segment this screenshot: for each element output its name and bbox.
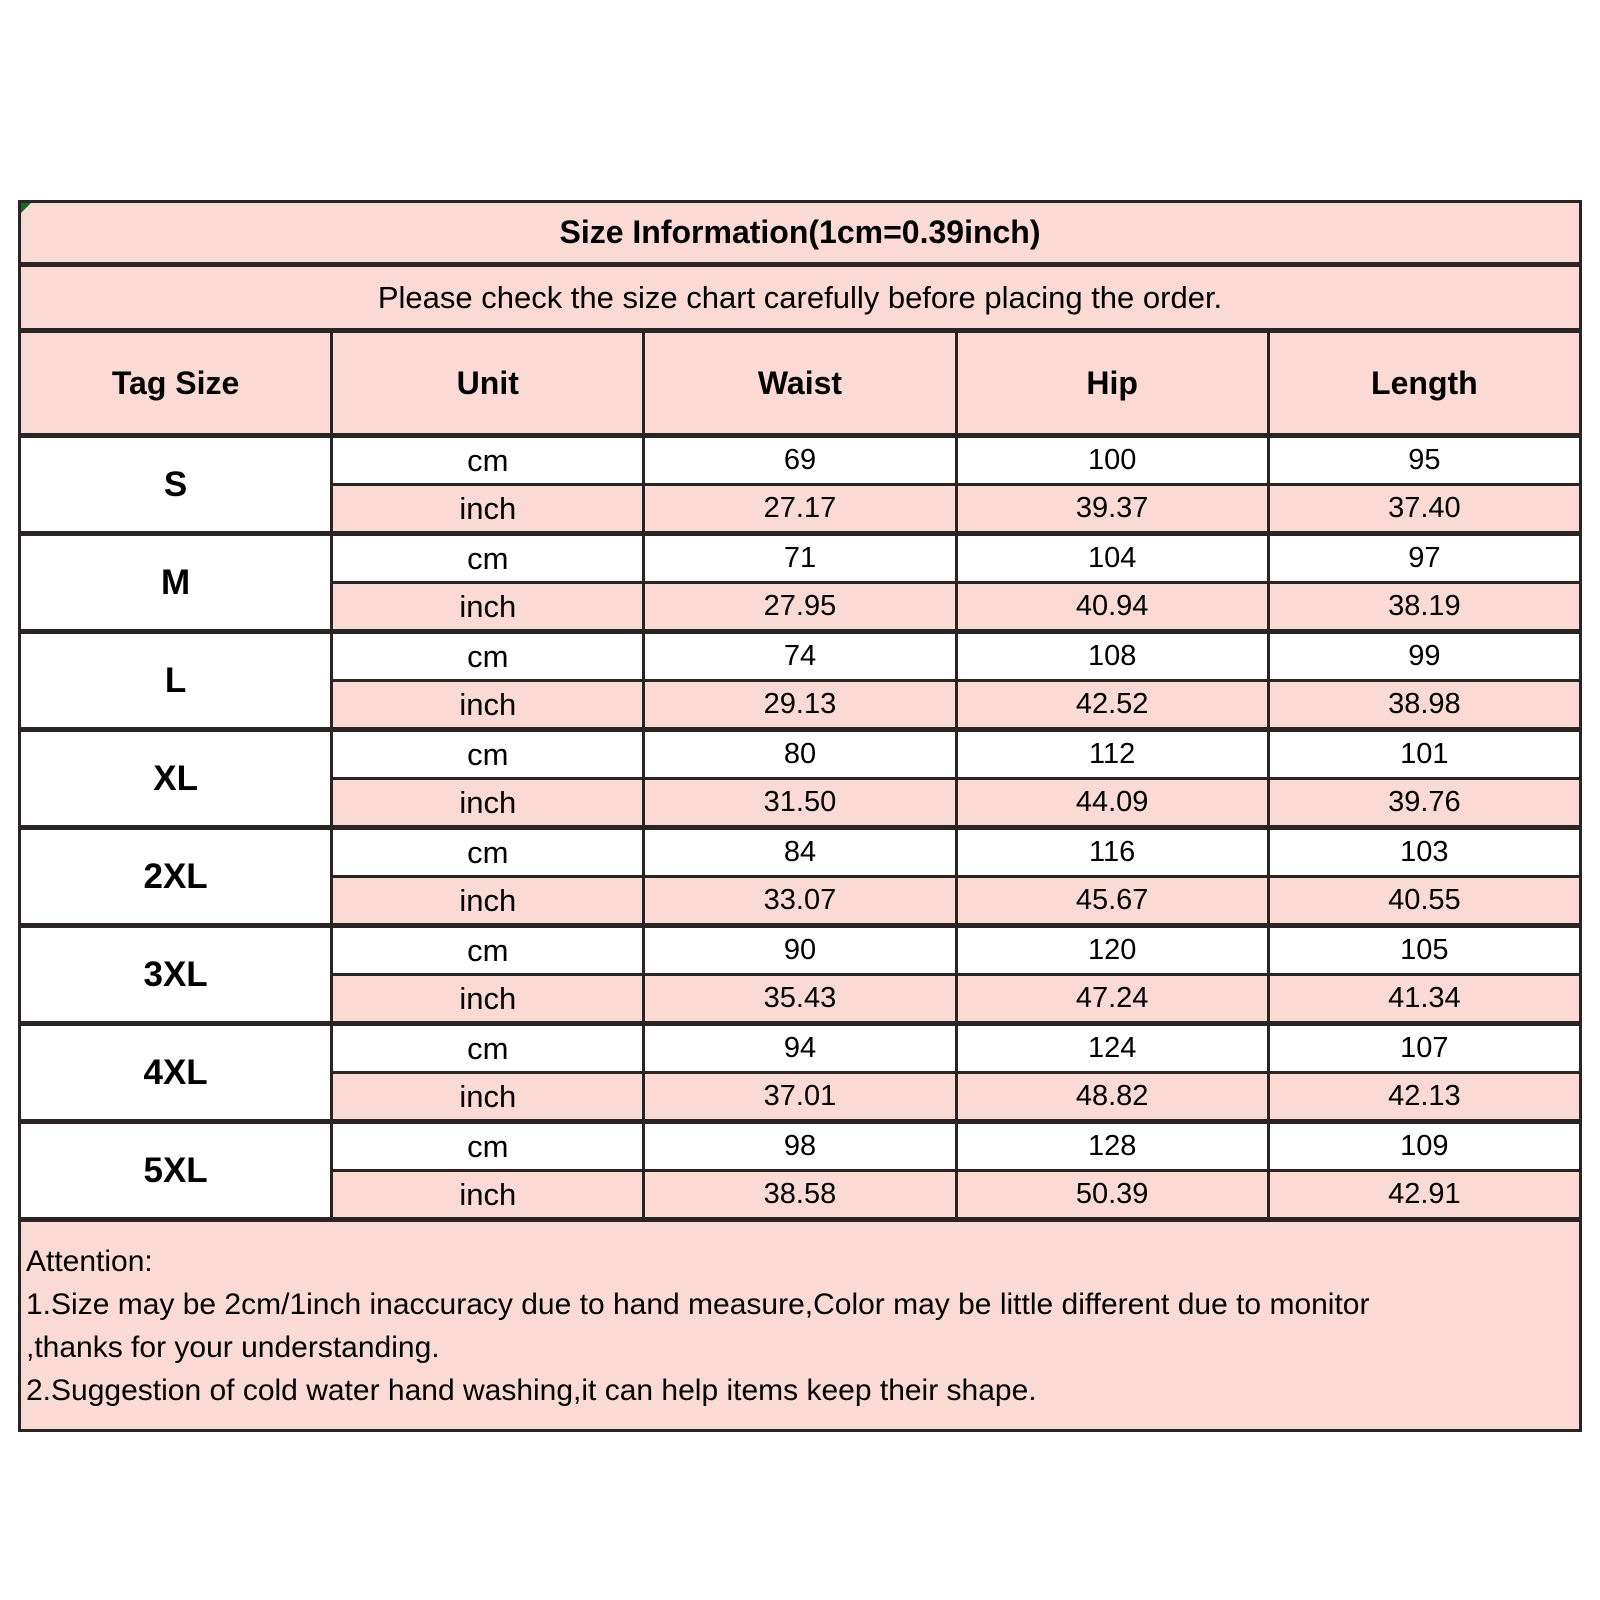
value-cell: 95 <box>1268 436 1580 485</box>
unit-cell: cm <box>332 1024 644 1073</box>
attention-heading: Attention: <box>26 1244 153 1278</box>
value-cell: 103 <box>1268 828 1580 877</box>
size-chart-sheet <box>18 200 1582 1432</box>
value-cell: 27.17 <box>644 485 956 534</box>
value-cell: 47.24 <box>956 975 1268 1024</box>
unit-cell: inch <box>332 779 644 828</box>
size-tag: 3XL <box>20 926 332 1024</box>
value-cell: 128 <box>956 1122 1268 1171</box>
value-cell: 45.67 <box>956 877 1268 926</box>
value-cell: 101 <box>1268 730 1580 779</box>
value-cell: 38.98 <box>1268 681 1580 730</box>
unit-cell: cm <box>332 926 644 975</box>
col-header-hip: Hip <box>956 331 1268 436</box>
value-cell: 42.52 <box>956 681 1268 730</box>
value-cell: 116 <box>956 828 1268 877</box>
unit-cell: inch <box>332 583 644 632</box>
value-cell: 37.40 <box>1268 485 1580 534</box>
size-table <box>18 200 1582 1432</box>
value-cell: 42.13 <box>1268 1073 1580 1122</box>
unit-cell: inch <box>332 681 644 730</box>
attention-line-1: 1.Size may be 2cm/1inch inaccuracy due to hand measure,Color may be little different due to monitor <box>26 1287 1370 1321</box>
value-cell: 105 <box>1268 926 1580 975</box>
size-tag: XL <box>20 730 332 828</box>
unit-cell: inch <box>332 975 644 1024</box>
attention-notes <box>20 1220 1581 1431</box>
value-cell: 120 <box>956 926 1268 975</box>
value-cell: 84 <box>644 828 956 877</box>
value-cell: 38.58 <box>644 1171 956 1220</box>
attention-line-2: ,thanks for your understanding. <box>26 1330 440 1364</box>
value-cell: 97 <box>1268 534 1580 583</box>
size-tag: 4XL <box>20 1024 332 1122</box>
size-tag: 2XL <box>20 828 332 926</box>
value-cell: 98 <box>644 1122 956 1171</box>
col-header-length: Length <box>1268 331 1580 436</box>
value-cell: 90 <box>644 926 956 975</box>
value-cell: 48.82 <box>956 1073 1268 1122</box>
unit-cell: cm <box>332 1122 644 1171</box>
unit-cell: inch <box>332 1171 644 1220</box>
col-header-tag-size: Tag Size <box>20 331 332 436</box>
value-cell: 112 <box>956 730 1268 779</box>
value-cell: 50.39 <box>956 1171 1268 1220</box>
unit-cell: inch <box>332 1073 644 1122</box>
value-cell: 109 <box>1268 1122 1580 1171</box>
size-tag: L <box>20 632 332 730</box>
size-tag: 5XL <box>20 1122 332 1220</box>
value-cell: 80 <box>644 730 956 779</box>
value-cell: 40.55 <box>1268 877 1580 926</box>
attention-line-3: 2.Suggestion of cold water hand washing,it can help items keep their shape. <box>26 1373 1037 1407</box>
value-cell: 31.50 <box>644 779 956 828</box>
value-cell: 35.43 <box>644 975 956 1024</box>
table-subtitle: Please check the size chart carefully before placing the order. <box>20 265 1581 331</box>
value-cell: 94 <box>644 1024 956 1073</box>
unit-cell: inch <box>332 877 644 926</box>
col-header-unit: Unit <box>332 331 644 436</box>
size-tag: S <box>20 436 332 534</box>
value-cell: 38.19 <box>1268 583 1580 632</box>
unit-cell: inch <box>332 485 644 534</box>
value-cell: 39.37 <box>956 485 1268 534</box>
value-cell: 107 <box>1268 1024 1580 1073</box>
value-cell: 40.94 <box>956 583 1268 632</box>
cell-note-marker-icon <box>21 203 31 213</box>
table-title: Size Information(1cm=0.39inch) <box>20 202 1581 265</box>
value-cell: 71 <box>644 534 956 583</box>
unit-cell: cm <box>332 828 644 877</box>
size-tag: M <box>20 534 332 632</box>
unit-cell: cm <box>332 730 644 779</box>
unit-cell: cm <box>332 534 644 583</box>
value-cell: 69 <box>644 436 956 485</box>
value-cell: 100 <box>956 436 1268 485</box>
value-cell: 108 <box>956 632 1268 681</box>
value-cell: 124 <box>956 1024 1268 1073</box>
unit-cell: cm <box>332 436 644 485</box>
value-cell: 37.01 <box>644 1073 956 1122</box>
value-cell: 39.76 <box>1268 779 1580 828</box>
value-cell: 33.07 <box>644 877 956 926</box>
unit-cell: cm <box>332 632 644 681</box>
value-cell: 29.13 <box>644 681 956 730</box>
value-cell: 42.91 <box>1268 1171 1580 1220</box>
col-header-waist: Waist <box>644 331 956 436</box>
value-cell: 27.95 <box>644 583 956 632</box>
value-cell: 44.09 <box>956 779 1268 828</box>
value-cell: 99 <box>1268 632 1580 681</box>
value-cell: 104 <box>956 534 1268 583</box>
value-cell: 41.34 <box>1268 975 1580 1024</box>
value-cell: 74 <box>644 632 956 681</box>
